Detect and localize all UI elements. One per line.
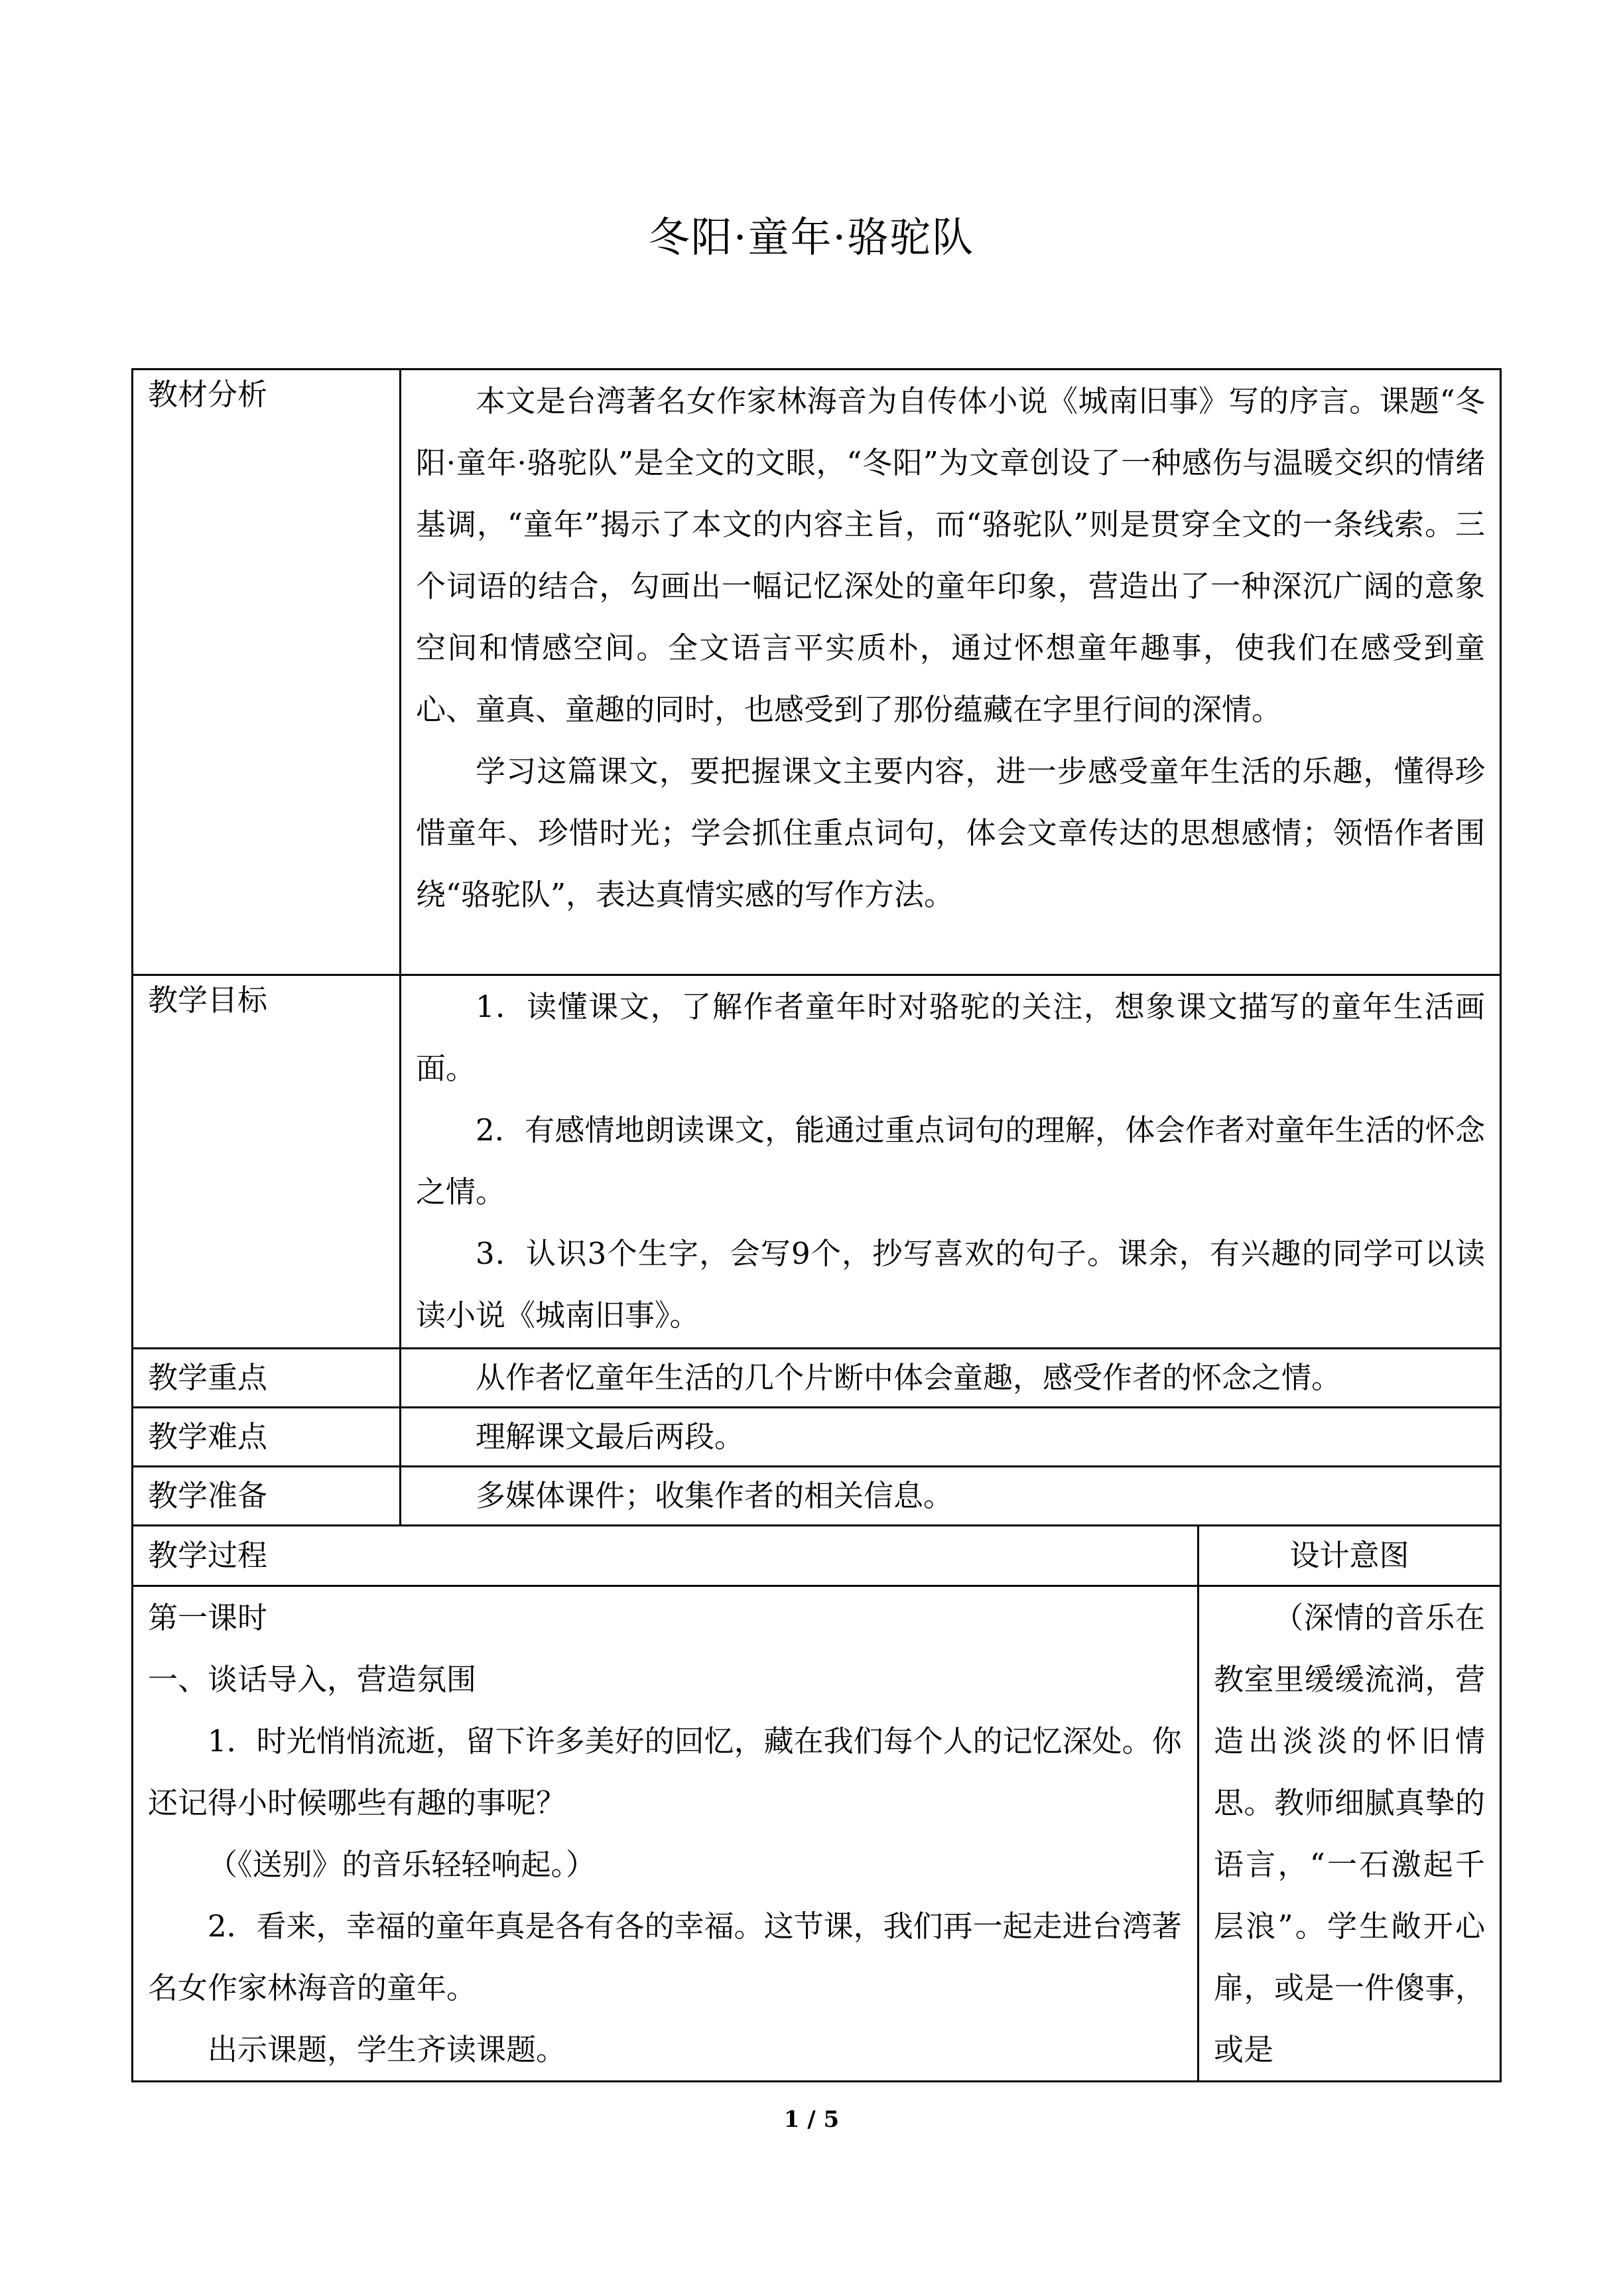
goals-content bbox=[401, 975, 1501, 1349]
analysis-row bbox=[133, 370, 1501, 975]
process-header-row bbox=[133, 1526, 1501, 1586]
difficulty-text: 理解课文最后两段。 bbox=[476, 1419, 745, 1454]
focus-row bbox=[133, 1349, 1501, 1408]
preparation-label: 教学准备 bbox=[133, 1467, 401, 1526]
analysis-paragraph-2: 学习这篇课文，要把握课文主要内容，进一步感受童年生活的乐趣，懂得珍惜童年、珍惜时光；学会抓住重点词句，体会文章传达的思想感情；领悟作者围绕“骆驼队”，表达真情实感的写作方法。 bbox=[416, 754, 1486, 912]
goals-label: 教学目标 bbox=[133, 975, 401, 1349]
lesson-plan-table bbox=[131, 368, 1502, 2082]
preparation-text: 多媒体课件；收集作者的相关信息。 bbox=[476, 1478, 954, 1513]
analysis-label: 教材分析 bbox=[133, 370, 401, 975]
preparation-row bbox=[133, 1467, 1501, 1526]
preparation-content bbox=[401, 1467, 1501, 1526]
page-number: 1 / 5 bbox=[783, 2106, 840, 2133]
process-body-row bbox=[133, 1586, 1501, 2082]
process-header-left: 教学过程 bbox=[133, 1526, 1199, 1586]
difficulty-label: 教学难点 bbox=[133, 1408, 401, 1467]
process-line-heading: 一、谈话导入，营造氛围 bbox=[148, 1662, 477, 1697]
goal-item-1: 1．读懂课文，了解作者童年时对骆驼的关注，想象课文描写的童年生活画面。 bbox=[416, 989, 1486, 1086]
focus-text: 从作者忆童年生活的几个片断中体会童趣，感受作者的怀念之情。 bbox=[476, 1360, 1342, 1395]
process-line-music: （《送别》的音乐轻轻响起。） bbox=[208, 1847, 596, 1882]
goals-row bbox=[133, 975, 1501, 1349]
process-content bbox=[133, 1586, 1199, 2082]
process-line-step2: 2．看来，幸福的童年真是各有各的幸福。这节课，我们再一起走进台湾著名女作家林海音的童年。 bbox=[148, 1909, 1182, 2005]
focus-label: 教学重点 bbox=[133, 1349, 401, 1408]
difficulty-row bbox=[133, 1408, 1501, 1467]
analysis-paragraph-1: 本文是台湾著名女作家林海音为自传体小说《城南旧事》写的序言。课题“冬阳·童年·骆驼队”是全文的文眼，“冬阳”为文章创设了一种感伤与温暖交织的情绪基调，“童年”揭示了本文的内容主旨，而“骆驼队”则是贯穿全文的一条线索。三个词语的结合，勾画出一幅记忆深处的童年印象，营造出了一种深沉广阔的意象空间和情感空间。全文语言平实质朴，通过怀想童年趣事，使我们在感受到童心、童真、童趣的同时，也感受到了那份蕴藏在字里行间的深情。 bbox=[416, 383, 1486, 727]
design-content bbox=[1199, 1586, 1501, 2082]
goal-item-3: 3．认识3个生字，会写9个，抄写喜欢的句子。课余，有兴趣的同学可以读读小说《城南旧事》。 bbox=[416, 1236, 1486, 1333]
difficulty-content bbox=[401, 1408, 1501, 1467]
process-header-right: 设计意图 bbox=[1199, 1526, 1501, 1586]
analysis-content bbox=[401, 370, 1501, 975]
focus-content bbox=[401, 1349, 1501, 1408]
design-text: （深情的音乐在教室里缓缓流淌，营造出淡淡的怀旧情思。教师细腻真挚的语言，“一石激起千层浪”。学生敞开心扉，或是一件傻事，或是 bbox=[1214, 1600, 1486, 2067]
process-line-step1: 1．时光悄悄流逝，留下许多美好的回忆，藏在我们每个人的记忆深处。你还记得小时候哪些有趣的事呢？ bbox=[148, 1723, 1182, 1820]
process-line-lesson: 第一课时 bbox=[148, 1600, 268, 1635]
page-title: 冬阳·童年·骆驼队 bbox=[648, 213, 975, 261]
goal-item-2: 2．有感情地朗读课文，能通过重点词句的理解，体会作者对童年生活的怀念之情。 bbox=[416, 1113, 1486, 1209]
process-line-title: 出示课题，学生齐读课题。 bbox=[208, 2032, 566, 2067]
